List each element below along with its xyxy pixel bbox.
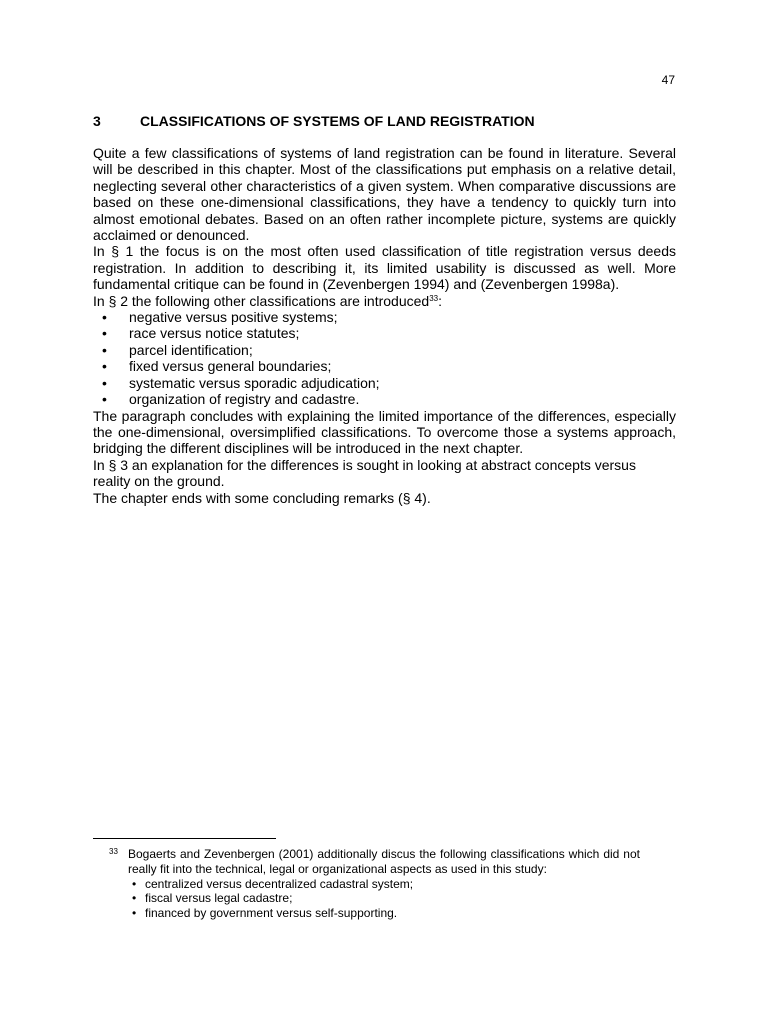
list-item-text: fiscal versus legal cadastre; xyxy=(145,891,293,906)
list-item-text: parcel identification; xyxy=(129,341,253,358)
footnote-reference[interactable]: 33 xyxy=(429,293,439,303)
bullet-icon: • xyxy=(102,325,107,342)
bullet-icon: • xyxy=(102,374,107,391)
bullet-icon: • xyxy=(102,309,107,326)
list-item-text: financed by government versus self-supporting. xyxy=(145,906,398,921)
list-item-text: organization of registry and cadastre. xyxy=(129,391,360,408)
chapter-heading xyxy=(93,113,535,129)
list-item xyxy=(128,906,640,921)
bullet-icon: • xyxy=(132,876,137,891)
list-item xyxy=(93,358,676,374)
conclusion-paragraph: The paragraph concludes with explaining the limited importance of the differences, especially the one-dimensional, oversimplified classifications. To overcome those a systems approach, bridging the different disciplines will be introduced in the next chapter. xyxy=(93,407,676,457)
chapter-number: 3 xyxy=(93,113,101,129)
list-item xyxy=(93,375,676,391)
section-2-text: In § 2 the following other classifications are introduced xyxy=(93,292,430,309)
bullet-icon: • xyxy=(102,358,107,375)
bullet-icon: • xyxy=(132,891,137,906)
classification-list xyxy=(93,309,676,407)
intro-paragraph: Quite a few classifications of systems of land registration can be found in literature. Several will be described in this chapter. Most of the classifications put emphasis on a relative detail, neglecting several other characteristics of a given system. When comparative discussions are based on these one-dimensional classifications, they have a tendency to quickly turn into almost emotional debates. Based on an often rather incomplete picture, systems are quickly acclaimed or denounced. xyxy=(93,145,676,244)
list-item xyxy=(128,891,640,906)
bullet-icon: • xyxy=(132,906,137,921)
list-item xyxy=(93,309,676,325)
footnote-marker: 33 xyxy=(109,847,118,856)
footnote-separator xyxy=(93,838,276,839)
section-2-colon: : xyxy=(438,292,442,309)
list-item-text: centralized versus decentralized cadastral system; xyxy=(145,876,414,891)
section-3-paragraph: In § 3 an explanation for the differences is sought in looking at abstract concepts versus reality on the ground. xyxy=(93,456,636,490)
list-item-text: fixed versus general boundaries; xyxy=(129,358,332,375)
list-item xyxy=(93,391,676,407)
chapter-title: CLASSIFICATIONS OF SYSTEMS OF LAND REGISTRATION xyxy=(140,113,535,129)
section-1-paragraph: In § 1 the focus is on the most often used classification of title registration versus deeds registration. In addition to describing it, its limited usability is discussed as well. More fundamental critique can be found in (Zevenbergen 1994) and (Zevenbergen 1998a). xyxy=(93,243,676,293)
list-item-text: negative versus positive systems; xyxy=(129,309,338,326)
list-item xyxy=(128,877,640,892)
list-item-text: race versus notice statutes; xyxy=(129,325,300,342)
page-number: 47 xyxy=(661,73,675,87)
list-item-text: systematic versus sporadic adjudication; xyxy=(129,374,380,391)
bullet-icon: • xyxy=(102,391,107,408)
list-item xyxy=(93,325,676,341)
footnote-list xyxy=(128,877,640,921)
list-item xyxy=(93,342,676,358)
footnote-text: Bogaerts and Zevenbergen (2001) additionally discus the following classifications which did not really fit into the technical, legal or organizational aspects as used in this study: xyxy=(128,847,640,876)
footnote-content xyxy=(128,847,640,921)
section-2-paragraph xyxy=(93,293,676,309)
closing-paragraph: The chapter ends with some concluding remarks (§ 4). xyxy=(93,489,431,506)
footnote xyxy=(109,847,640,921)
bullet-icon: • xyxy=(102,341,107,358)
chapter-body xyxy=(93,145,676,506)
